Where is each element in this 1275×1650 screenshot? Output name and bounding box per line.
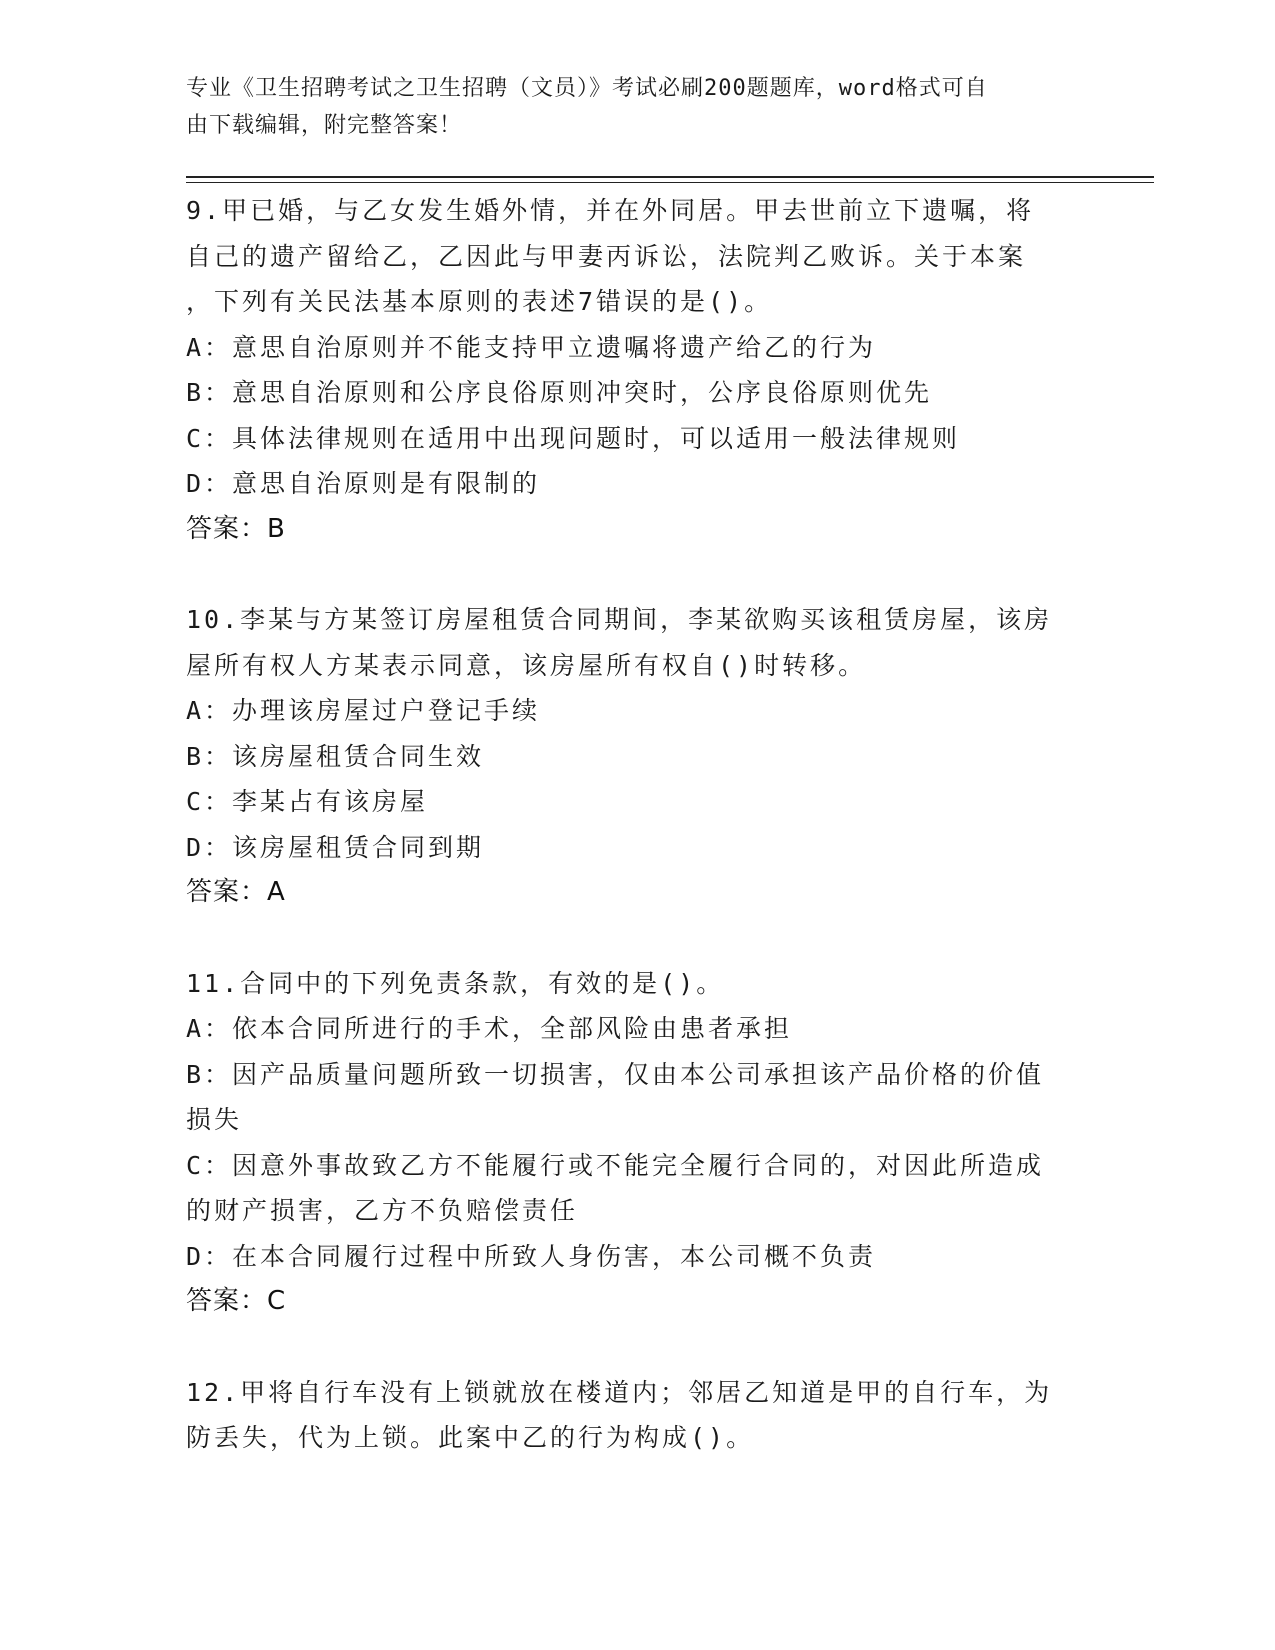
question-stem-line: 12.甲将自行车没有上锁就放在楼道内；邻居乙知道是甲的自行车，为 xyxy=(186,1377,1053,1407)
question-stem-line: 自己的遗产留给乙，乙因此与甲妻丙诉讼，法院判乙败诉。关于本案 xyxy=(186,241,1027,271)
question-list xyxy=(186,188,1126,1506)
question-10 xyxy=(186,597,1126,916)
option-c-continued: 的财产损害，乙方不负赔偿责任 xyxy=(186,1196,579,1225)
option-b: B：因产品质量问题所致一切损害，仅由本公司承担该产品价格的价值 xyxy=(186,1059,1045,1089)
question-stem-line: 11.合同中的下列免责条款，有效的是()。 xyxy=(186,968,725,998)
option-c: C：因意外事故致乙方不能履行或不能完全履行合同的，对因此所造成 xyxy=(186,1150,1045,1180)
answer: 答案：C xyxy=(186,1286,287,1316)
question-11 xyxy=(186,961,1126,1325)
question-stem-line: 防丢失，代为上锁。此案中乙的行为构成()。 xyxy=(186,1423,755,1452)
option-b: B：该房屋租赁合同生效 xyxy=(186,741,485,771)
option-d: D：意思自治原则是有限制的 xyxy=(186,469,541,498)
question-stem-line: 屋所有权人方某表示同意，该房屋所有权自()时转移。 xyxy=(186,650,867,680)
answer: 答案：A xyxy=(186,877,286,907)
question-12 xyxy=(186,1370,1126,1461)
question-9 xyxy=(186,188,1126,552)
document-header xyxy=(186,70,1086,144)
option-d: D：该房屋租赁合同到期 xyxy=(186,832,485,862)
header-divider-thin xyxy=(186,182,1154,183)
header-divider-thick xyxy=(186,176,1154,178)
option-b-continued: 损失 xyxy=(186,1105,243,1134)
header-line: 由下载编辑，附完整答案！ xyxy=(186,113,463,138)
option-a: A：办理该房屋过户登记手续 xyxy=(186,696,541,725)
option-a: A：意思自治原则并不能支持甲立遗嘱将遗产给乙的行为 xyxy=(186,332,877,362)
question-stem-line: 9.甲已婚，与乙女发生婚外情，并在外同居。甲去世前立下遗嘱，将 xyxy=(186,196,1035,225)
question-stem-line: 10.李某与方某签订房屋租赁合同期间，李某欲购买该租赁房屋，该房 xyxy=(186,605,1053,634)
option-a: A：依本合同所进行的手术，全部风险由患者承担 xyxy=(186,1014,793,1043)
option-b: B：意思自治原则和公序良俗原则冲突时，公序良俗原则优先 xyxy=(186,378,933,407)
option-c: C：李某占有该房屋 xyxy=(186,787,429,816)
question-stem-line: ，下列有关民法基本原则的表述7错误的是()。 xyxy=(186,287,773,316)
option-c: C：具体法律规则在适用中出现问题时，可以适用一般法律规则 xyxy=(186,423,961,453)
option-d: D：在本合同履行过程中所致人身伤害，本公司概不负责 xyxy=(186,1241,877,1271)
header-line: 专业《卫生招聘考试之卫生招聘（文员）》考试必刷200题题库，word格式可自 xyxy=(186,76,988,101)
answer: 答案：B xyxy=(186,513,286,544)
